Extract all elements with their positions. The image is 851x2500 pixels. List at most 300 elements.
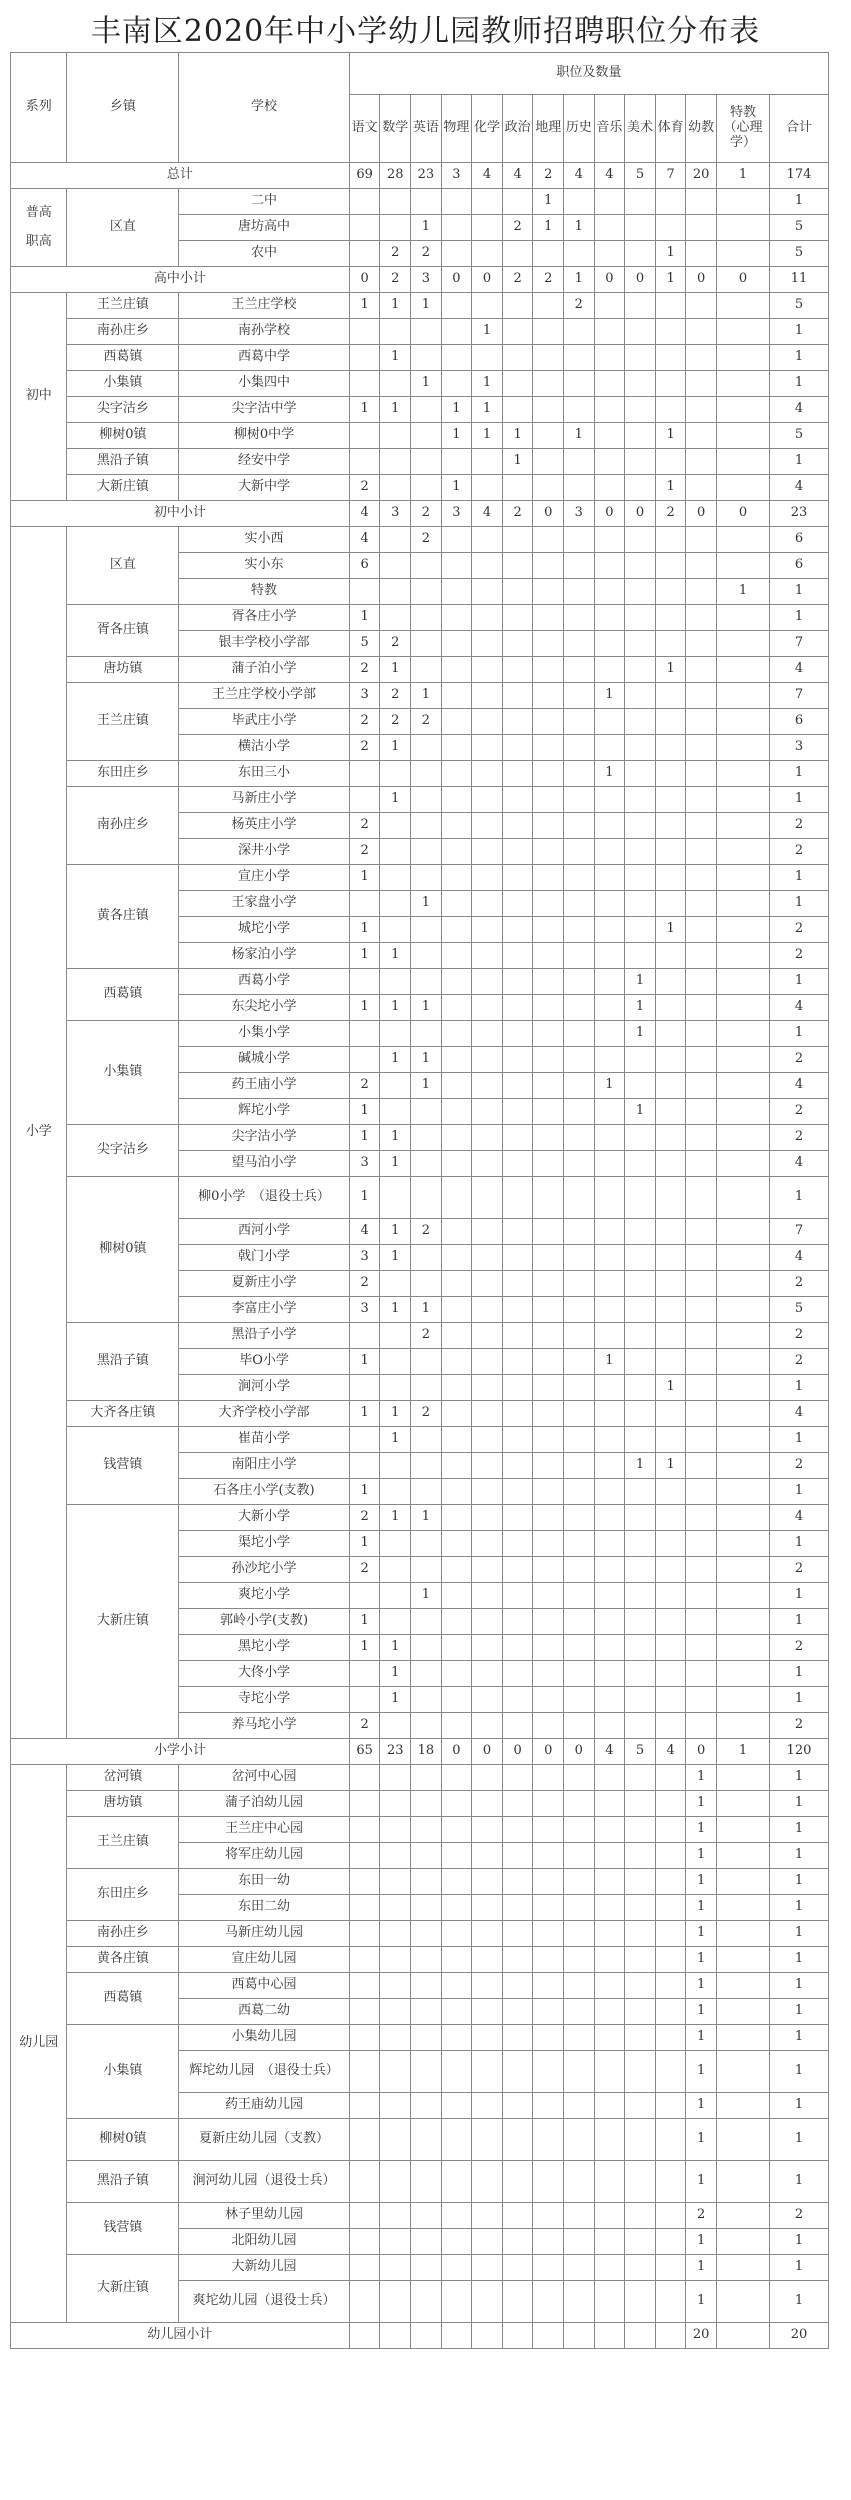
table-row — [11, 1021, 829, 1047]
count-cell: 1 — [564, 215, 595, 241]
count-cell — [625, 1947, 656, 1973]
count-cell — [502, 709, 533, 735]
count-cell — [625, 2093, 656, 2119]
count-cell — [472, 189, 503, 215]
count-cell — [625, 1245, 656, 1271]
count-cell — [686, 449, 717, 475]
count-cell — [411, 1869, 442, 1895]
count-cell — [655, 1895, 686, 1921]
count-cell — [533, 293, 564, 319]
count-cell: 1 — [769, 1843, 828, 1869]
count-cell — [441, 969, 472, 995]
count-cell — [564, 553, 595, 579]
town-cell: 区直 — [67, 527, 179, 605]
count-cell — [472, 1635, 503, 1661]
school-cell: 黑沿子小学 — [179, 1323, 350, 1349]
count-cell: 1 — [686, 1765, 717, 1791]
count-cell — [533, 2119, 564, 2161]
table-row — [11, 527, 829, 553]
count-cell — [625, 1869, 656, 1895]
count-cell — [686, 1099, 717, 1125]
count-cell: 1 — [349, 397, 380, 423]
count-cell — [441, 1375, 472, 1401]
count-cell — [380, 1479, 411, 1505]
count-cell — [441, 865, 472, 891]
count-cell — [441, 1635, 472, 1661]
count-cell — [625, 917, 656, 943]
count-cell — [411, 579, 442, 605]
count-cell — [441, 215, 472, 241]
table-row — [11, 1177, 829, 1219]
count-cell: 1 — [441, 475, 472, 501]
table-row — [11, 1125, 829, 1151]
count-cell — [502, 1583, 533, 1609]
count-cell — [686, 293, 717, 319]
count-cell — [411, 2051, 442, 2093]
school-cell: 小集幼儿园 — [179, 2025, 350, 2051]
count-cell — [564, 891, 595, 917]
count-cell — [411, 1843, 442, 1869]
count-cell: 2 — [380, 631, 411, 657]
count-cell — [686, 1323, 717, 1349]
subtotal-cell: 0 — [472, 267, 503, 293]
count-cell — [502, 2255, 533, 2281]
count-cell — [625, 683, 656, 709]
count-cell — [594, 1047, 625, 1073]
count-cell — [411, 917, 442, 943]
count-cell: 1 — [380, 1687, 411, 1713]
count-cell — [625, 527, 656, 553]
count-cell — [594, 2161, 625, 2203]
subtotal-cell: 0 — [716, 501, 769, 527]
count-cell: 1 — [769, 2025, 828, 2051]
town-cell: 胥各庄镇 — [67, 605, 179, 657]
count-cell — [441, 631, 472, 657]
count-cell — [594, 1151, 625, 1177]
count-cell — [564, 1099, 595, 1125]
count-cell — [564, 1583, 595, 1609]
count-cell — [564, 1271, 595, 1297]
count-cell — [380, 1999, 411, 2025]
count-cell — [411, 345, 442, 371]
count-cell — [502, 839, 533, 865]
count-cell — [441, 995, 472, 1021]
count-cell — [380, 553, 411, 579]
count-cell — [655, 449, 686, 475]
count-cell — [564, 839, 595, 865]
count-cell — [472, 553, 503, 579]
count-cell — [533, 1531, 564, 1557]
count-cell — [502, 1791, 533, 1817]
count-cell — [594, 1505, 625, 1531]
count-cell: 1 — [349, 943, 380, 969]
count-cell — [564, 1687, 595, 1713]
table-row — [11, 1791, 829, 1817]
count-cell: 1 — [594, 761, 625, 787]
count-cell — [716, 1047, 769, 1073]
count-cell — [349, 241, 380, 267]
town-cell: 小集镇 — [67, 371, 179, 397]
count-cell — [686, 1453, 717, 1479]
count-cell — [472, 969, 503, 995]
count-cell — [594, 709, 625, 735]
school-cell: 望马泊小学 — [179, 1151, 350, 1177]
count-cell: 1 — [686, 2119, 717, 2161]
count-cell — [686, 1609, 717, 1635]
count-cell — [380, 605, 411, 631]
count-cell: 1 — [769, 371, 828, 397]
count-cell — [625, 1125, 656, 1151]
count-cell — [686, 1021, 717, 1047]
count-cell — [564, 683, 595, 709]
count-cell: 2 — [769, 1099, 828, 1125]
count-cell — [655, 2255, 686, 2281]
count-cell — [564, 943, 595, 969]
count-cell — [441, 1021, 472, 1047]
table-row — [11, 2119, 829, 2161]
count-cell — [472, 683, 503, 709]
school-cell: 石各庄小学(支教) — [179, 1479, 350, 1505]
count-cell: 2 — [349, 839, 380, 865]
town-cell: 柳树0镇 — [67, 423, 179, 449]
count-cell — [411, 2161, 442, 2203]
count-cell — [686, 1219, 717, 1245]
count-cell — [502, 943, 533, 969]
count-cell — [686, 1245, 717, 1271]
count-cell — [625, 761, 656, 787]
count-cell — [502, 189, 533, 215]
count-cell — [655, 2051, 686, 2093]
subtotal-cell: 2 — [655, 501, 686, 527]
subtotal-cell: 2 — [411, 501, 442, 527]
town-cell: 唐坊镇 — [67, 657, 179, 683]
table-row — [11, 605, 829, 631]
count-cell — [564, 969, 595, 995]
count-cell: 1 — [411, 1073, 442, 1099]
count-cell: 3 — [349, 1297, 380, 1323]
subtotal-cell: 65 — [349, 1739, 380, 1765]
count-cell — [502, 1947, 533, 1973]
town-cell: 黑沿子镇 — [67, 2161, 179, 2203]
count-cell: 1 — [625, 1099, 656, 1125]
count-cell — [533, 1505, 564, 1531]
count-cell: 1 — [380, 1505, 411, 1531]
school-cell: 王兰庄学校 — [179, 293, 350, 319]
count-cell — [380, 865, 411, 891]
town-cell: 南孙庄乡 — [67, 1921, 179, 1947]
count-cell: 2 — [769, 1635, 828, 1661]
count-cell — [594, 1125, 625, 1151]
count-cell — [716, 2093, 769, 2119]
count-cell: 1 — [380, 1047, 411, 1073]
count-cell — [655, 995, 686, 1021]
count-cell — [564, 1245, 595, 1271]
count-cell — [349, 2281, 380, 2323]
count-cell — [625, 1895, 656, 1921]
school-cell: 东田三小 — [179, 761, 350, 787]
count-cell — [686, 1479, 717, 1505]
count-cell: 7 — [769, 1219, 828, 1245]
count-cell — [533, 683, 564, 709]
count-cell — [349, 1375, 380, 1401]
count-cell — [564, 865, 595, 891]
count-cell: 1 — [686, 1973, 717, 1999]
series-label: 职高 — [25, 233, 52, 249]
count-cell — [472, 813, 503, 839]
count-cell: 1 — [594, 1073, 625, 1099]
count-cell — [502, 475, 533, 501]
count-cell — [625, 1557, 656, 1583]
count-cell — [411, 2255, 442, 2281]
count-cell — [380, 527, 411, 553]
count-cell — [502, 1869, 533, 1895]
count-cell: 1 — [411, 1297, 442, 1323]
count-cell — [380, 813, 411, 839]
count-cell — [686, 1505, 717, 1531]
count-cell — [533, 917, 564, 943]
count-cell — [380, 1817, 411, 1843]
count-cell: 1 — [655, 241, 686, 267]
count-cell — [594, 1401, 625, 1427]
school-cell: 西葛小学 — [179, 969, 350, 995]
table-row — [11, 657, 829, 683]
count-cell — [472, 2051, 503, 2093]
count-cell — [594, 1947, 625, 1973]
count-cell — [472, 2281, 503, 2323]
count-cell — [655, 2161, 686, 2203]
count-cell — [625, 2119, 656, 2161]
count-cell — [594, 2229, 625, 2255]
count-cell — [716, 969, 769, 995]
count-cell — [594, 943, 625, 969]
count-cell — [655, 1349, 686, 1375]
count-cell — [686, 1635, 717, 1661]
count-cell — [441, 1349, 472, 1375]
count-cell — [441, 2255, 472, 2281]
table-row — [11, 1323, 829, 1349]
count-cell — [686, 397, 717, 423]
school-cell: 夏新庄小学 — [179, 1271, 350, 1297]
count-cell: 1 — [380, 735, 411, 761]
count-cell — [472, 1947, 503, 1973]
count-cell — [349, 1323, 380, 1349]
count-cell — [625, 423, 656, 449]
count-cell — [564, 1401, 595, 1427]
count-cell: 1 — [686, 1947, 717, 1973]
count-cell — [472, 1791, 503, 1817]
count-cell: 1 — [380, 1297, 411, 1323]
count-cell — [716, 475, 769, 501]
count-cell — [716, 1125, 769, 1151]
subtotal-cell: 4 — [472, 501, 503, 527]
school-cell: 辉坨幼儿园 （退役士兵） — [179, 2051, 350, 2093]
count-cell — [716, 631, 769, 657]
count-cell — [655, 189, 686, 215]
count-cell — [502, 657, 533, 683]
count-cell — [441, 1999, 472, 2025]
count-cell — [594, 1869, 625, 1895]
count-cell — [441, 891, 472, 917]
town-cell: 王兰庄镇 — [67, 683, 179, 761]
town-cell: 王兰庄镇 — [67, 1817, 179, 1869]
school-cell: 渠坨小学 — [179, 1531, 350, 1557]
count-cell — [594, 735, 625, 761]
count-cell: 2 — [349, 475, 380, 501]
subtotal-cell: 2 — [380, 267, 411, 293]
count-cell — [349, 215, 380, 241]
header-subject: 物理 — [441, 95, 472, 163]
school-cell: 实小东 — [179, 553, 350, 579]
count-cell — [594, 397, 625, 423]
town-cell: 王兰庄镇 — [67, 293, 179, 319]
subtotal-row — [11, 501, 829, 527]
count-cell — [716, 1635, 769, 1661]
count-cell — [564, 761, 595, 787]
count-cell: 2 — [769, 1453, 828, 1479]
school-cell: 银丰学校小学部 — [179, 631, 350, 657]
count-cell — [716, 1099, 769, 1125]
count-cell — [472, 2255, 503, 2281]
count-cell — [655, 553, 686, 579]
count-cell — [441, 2051, 472, 2093]
count-cell: 2 — [411, 709, 442, 735]
count-cell — [502, 1453, 533, 1479]
count-cell — [564, 1021, 595, 1047]
town-cell: 大新庄镇 — [67, 1505, 179, 1739]
page-title: 丰南区2020年中小学幼儿园教师招聘职位分布表 — [90, 14, 761, 49]
count-cell — [533, 2093, 564, 2119]
count-cell — [655, 1151, 686, 1177]
count-cell: 1 — [349, 917, 380, 943]
count-cell — [594, 1219, 625, 1245]
count-cell — [564, 1073, 595, 1099]
school-cell: 将军庄幼儿园 — [179, 1843, 350, 1869]
count-cell — [655, 1973, 686, 1999]
count-cell — [380, 1713, 411, 1739]
count-cell — [655, 1557, 686, 1583]
count-cell: 2 — [411, 241, 442, 267]
count-cell — [472, 943, 503, 969]
subtotal-row — [11, 1739, 829, 1765]
count-cell — [625, 2229, 656, 2255]
count-cell — [594, 1427, 625, 1453]
count-cell — [655, 1609, 686, 1635]
subtotal-cell — [349, 2323, 380, 2349]
count-cell — [380, 2025, 411, 2051]
count-cell: 2 — [686, 2203, 717, 2229]
school-cell: 北阳幼儿园 — [179, 2229, 350, 2255]
count-cell — [564, 2119, 595, 2161]
count-cell — [380, 1375, 411, 1401]
count-cell — [472, 1271, 503, 1297]
count-cell — [472, 1973, 503, 1999]
count-cell: 1 — [769, 2093, 828, 2119]
count-cell: 1 — [716, 579, 769, 605]
count-cell — [594, 1713, 625, 1739]
school-cell: 小集小学 — [179, 1021, 350, 1047]
school-cell: 二中 — [179, 189, 350, 215]
school-cell: 林子里幼儿园 — [179, 2203, 350, 2229]
count-cell: 2 — [769, 1047, 828, 1073]
count-cell: 1 — [502, 423, 533, 449]
count-cell — [655, 1791, 686, 1817]
count-cell — [472, 1245, 503, 1271]
table-row — [11, 787, 829, 813]
count-cell — [655, 839, 686, 865]
table-row — [11, 865, 829, 891]
count-cell — [411, 2229, 442, 2255]
count-cell — [533, 1687, 564, 1713]
town-cell: 黑沿子镇 — [67, 449, 179, 475]
count-cell — [716, 605, 769, 631]
count-cell — [533, 2229, 564, 2255]
count-cell — [411, 2119, 442, 2161]
count-cell — [655, 1297, 686, 1323]
count-cell — [502, 371, 533, 397]
count-cell — [655, 579, 686, 605]
count-cell — [716, 1479, 769, 1505]
count-cell — [594, 241, 625, 267]
count-cell — [686, 657, 717, 683]
town-cell: 大齐各庄镇 — [67, 1401, 179, 1427]
count-cell: 1 — [349, 1635, 380, 1661]
count-cell — [716, 1219, 769, 1245]
count-cell — [564, 2025, 595, 2051]
header-subject: 历史 — [564, 95, 595, 163]
count-cell — [349, 969, 380, 995]
subtotal-cell — [380, 2323, 411, 2349]
count-cell — [716, 787, 769, 813]
count-cell — [502, 1219, 533, 1245]
count-cell — [564, 1177, 595, 1219]
header-subject: 语文 — [349, 95, 380, 163]
count-cell — [502, 2161, 533, 2203]
count-cell — [716, 1427, 769, 1453]
count-cell — [533, 397, 564, 423]
count-cell — [716, 1323, 769, 1349]
count-cell: 1 — [769, 1791, 828, 1817]
count-cell — [411, 865, 442, 891]
subtotal-cell: 120 — [769, 1739, 828, 1765]
count-cell — [441, 943, 472, 969]
count-cell — [349, 1843, 380, 1869]
count-cell — [349, 2093, 380, 2119]
school-cell: 毕O小学 — [179, 1349, 350, 1375]
series-cell — [11, 527, 67, 1739]
count-cell — [716, 995, 769, 1021]
total-cell: 4 — [502, 163, 533, 189]
school-cell: 实小西 — [179, 527, 350, 553]
count-cell: 1 — [472, 319, 503, 345]
subtotal-cell: 0 — [686, 1739, 717, 1765]
count-cell — [564, 1817, 595, 1843]
count-cell — [472, 2161, 503, 2203]
count-cell — [441, 1219, 472, 1245]
count-cell — [349, 1661, 380, 1687]
count-cell — [686, 1125, 717, 1151]
count-cell — [441, 2281, 472, 2323]
count-cell: 1 — [686, 1999, 717, 2025]
school-cell: 西葛二幼 — [179, 1999, 350, 2025]
school-cell: 戟门小学 — [179, 1245, 350, 1271]
count-cell — [594, 917, 625, 943]
school-cell: 黑坨小学 — [179, 1635, 350, 1661]
count-cell — [441, 189, 472, 215]
count-cell — [655, 1177, 686, 1219]
school-cell: 夏新庄幼儿园（支教） — [179, 2119, 350, 2161]
total-cell: 1 — [716, 163, 769, 189]
count-cell — [716, 319, 769, 345]
